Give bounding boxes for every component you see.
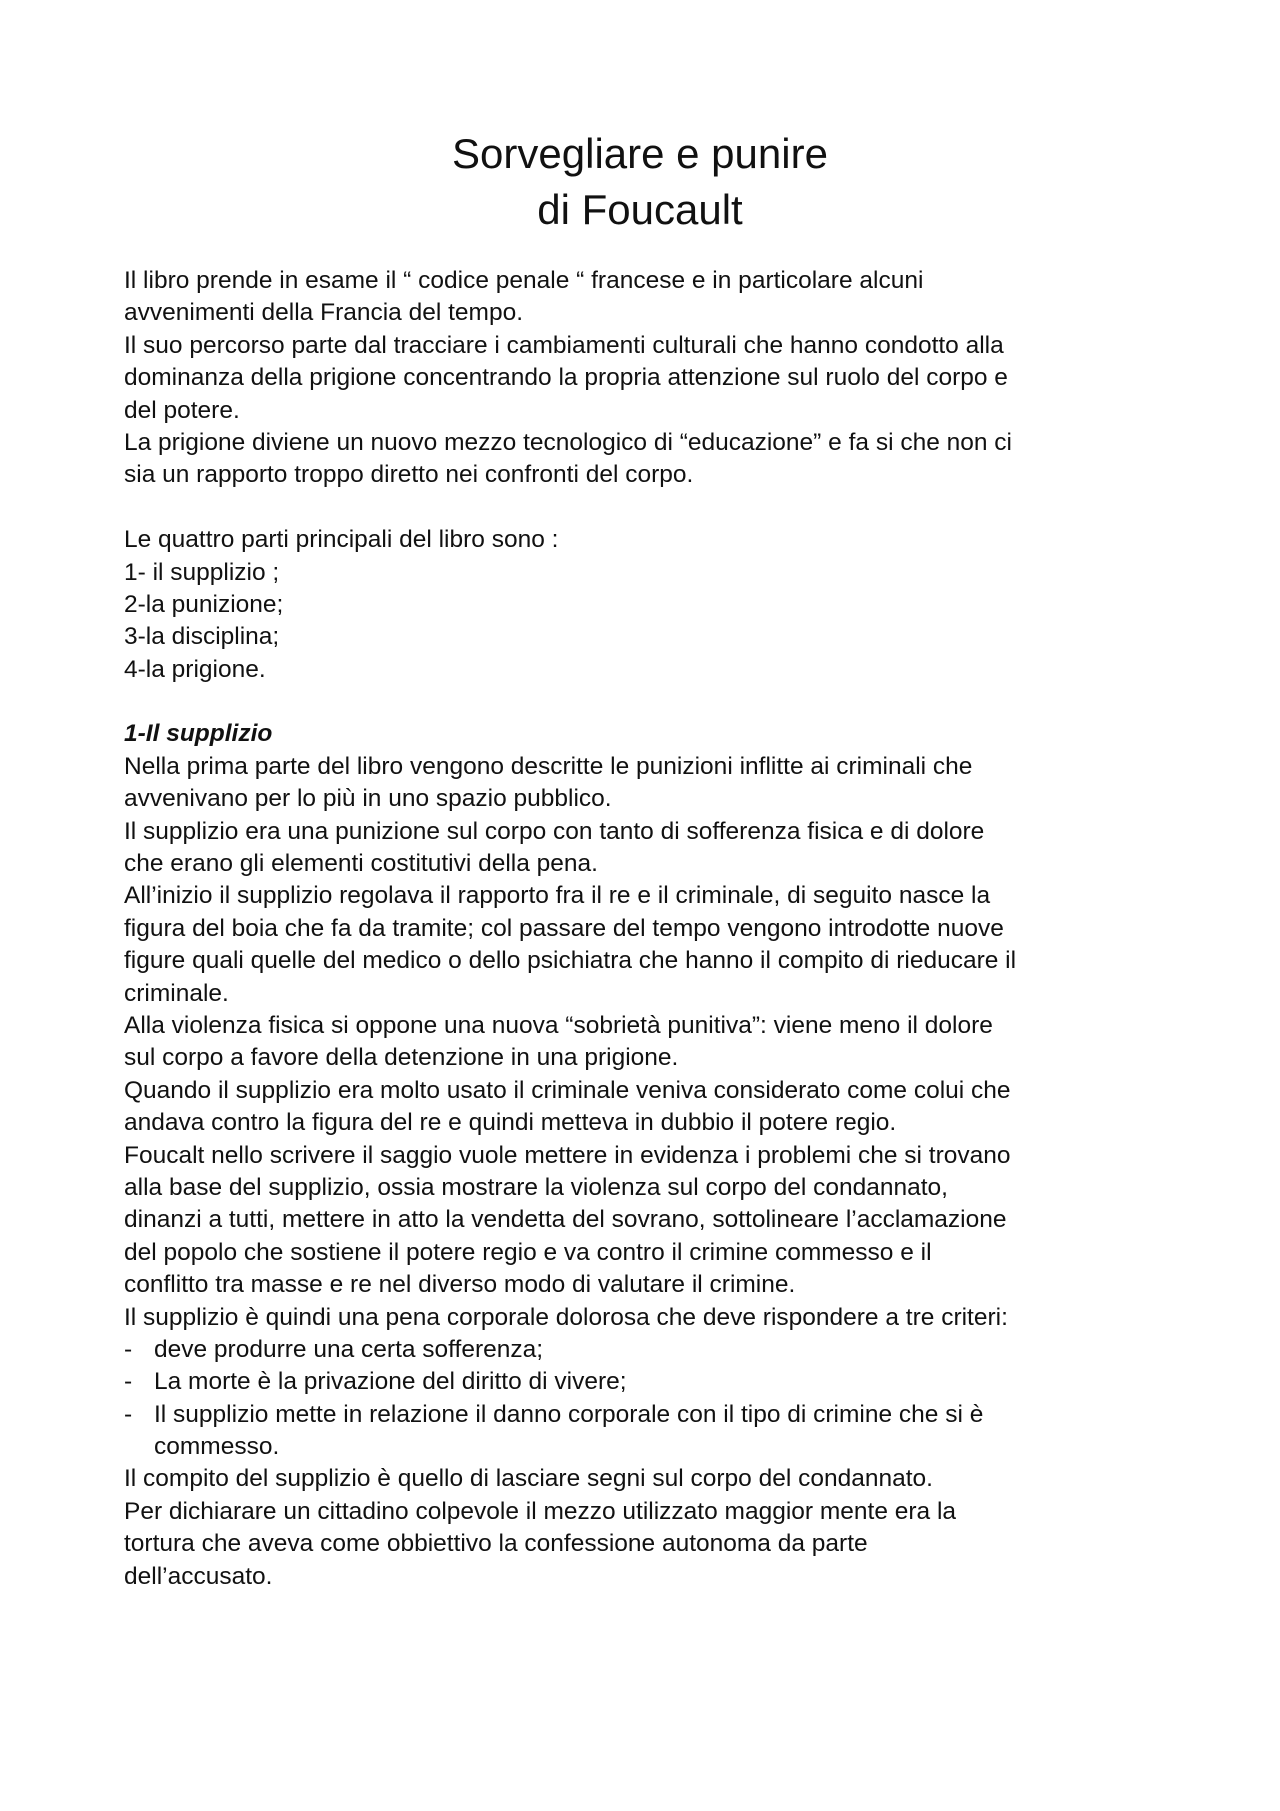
title-line-1: Sorvegliare e punire (452, 130, 828, 177)
title-line-2: di Foucault (537, 186, 743, 233)
parts-list (124, 524, 1174, 686)
text-line: figure quali quelle del medico o dello psichiatra che hanno il compito di rieducare il (124, 947, 1017, 975)
list-item: 3-la disciplina; (124, 623, 280, 651)
list-item: 1- il supplizio ; (124, 558, 280, 586)
spacer (124, 492, 1174, 524)
text-line: del popolo che sostiene il potere regio e va contro il crimine commesso e il (124, 1238, 932, 1266)
bullet-marker: - (124, 1400, 133, 1428)
bullet-item (124, 1334, 1174, 1366)
bullet-text: Il supplizio mette in relazione il danno corporale con il tipo di crimine che si è (154, 1400, 984, 1428)
text-line: dell’accusato. (124, 1562, 273, 1590)
text-line: Foucalt nello scrivere il saggio vuole mettere in evidenza i problemi che si trovano (124, 1141, 1011, 1169)
bullet-item (124, 1399, 1174, 1431)
text-line: figura del boia che fa da tramite; col passare del tempo vengono introdotte nuove (124, 914, 1004, 942)
text-line: andava contro la figura del re e quindi metteva in dubbio il potere regio. (124, 1109, 897, 1137)
section-supplizio (124, 718, 1174, 1593)
bullet-text: deve produrre una certa sofferenza; (154, 1335, 544, 1363)
list-item: 4-la prigione. (124, 655, 266, 683)
text-line: dinanzi a tutti, mettere in atto la vendetta del sovrano, sottolineare l’acclamazione (124, 1206, 1007, 1234)
bullet-text: La morte è la privazione del diritto di vivere; (154, 1368, 627, 1396)
text-line: criminale. (124, 979, 229, 1007)
text-line: dominanza della prigione concentrando la propria attenzione sul ruolo del corpo e (124, 364, 1008, 392)
bullet-marker: - (124, 1368, 133, 1396)
document-body (124, 265, 1174, 1593)
text-line: Il compito del supplizio è quello di lasciare segni sul corpo del condannato. (124, 1465, 933, 1493)
text-line: avvenivano per lo più in uno spazio pubblico. (124, 785, 612, 813)
text-line: Per dichiarare un cittadino colpevole il mezzo utilizzato maggior mente era la (124, 1497, 957, 1525)
text-line: Quando il supplizio era molto usato il criminale veniva considerato come colui che (124, 1076, 1011, 1104)
text-line: Il supplizio era una punizione sul corpo con tanto di sofferenza fisica e di dolore (124, 817, 985, 845)
text-line: del potere. (124, 396, 240, 424)
text-line: Nella prima parte del libro vengono descritte le punizioni inflitte ai criminali che (124, 752, 973, 780)
text-line: Il suo percorso parte dal tracciare i cambiamenti culturali che hanno condotto alla (124, 331, 1004, 359)
text-line: che erano gli elementi costitutivi della pena. (124, 850, 598, 878)
spacer (124, 686, 1174, 718)
intro-paragraph (124, 265, 1174, 492)
bullet-continuation: commesso. (154, 1433, 280, 1461)
bullet-item (124, 1366, 1174, 1398)
text-line: Alla violenza fisica si oppone una nuova “sobrietà punitiva”: viene meno il dolore (124, 1011, 993, 1039)
text-line: alla base del supplizio, ossia mostrare la violenza sul corpo del condannato, (124, 1173, 948, 1201)
text-line: Il supplizio è quindi una pena corporale dolorosa che deve rispondere a tre criteri: (124, 1303, 1008, 1331)
text-line: Il libro prende in esame il “ codice penale “ francese e in particolare alcuni (124, 267, 924, 294)
section-heading: 1-Il supplizio (124, 720, 273, 748)
text-line: All’inizio il supplizio regolava il rapporto fra il re e il criminale, di seguito nasce la (124, 882, 991, 910)
list-item: 2-la punizione; (124, 590, 284, 618)
text-line: tortura che aveva come obbiettivo la confessione autonoma da parte (124, 1530, 868, 1558)
criteria-list (124, 1334, 1174, 1464)
text-line: La prigione diviene un nuovo mezzo tecnologico di “educazione” e fa si che non ci (124, 428, 1013, 456)
page-title (0, 126, 1280, 238)
parts-intro: Le quattro parti principali del libro sono : (124, 526, 559, 554)
text-line: avvenimenti della Francia del tempo. (124, 299, 524, 327)
bullet-marker: - (124, 1335, 133, 1363)
text-line: sia un rapporto troppo diretto nei confronti del corpo. (124, 461, 694, 489)
text-line: sul corpo a favore della detenzione in una prigione. (124, 1044, 679, 1072)
text-line: conflitto tra masse e re nel diverso modo di valutare il crimine. (124, 1271, 796, 1299)
